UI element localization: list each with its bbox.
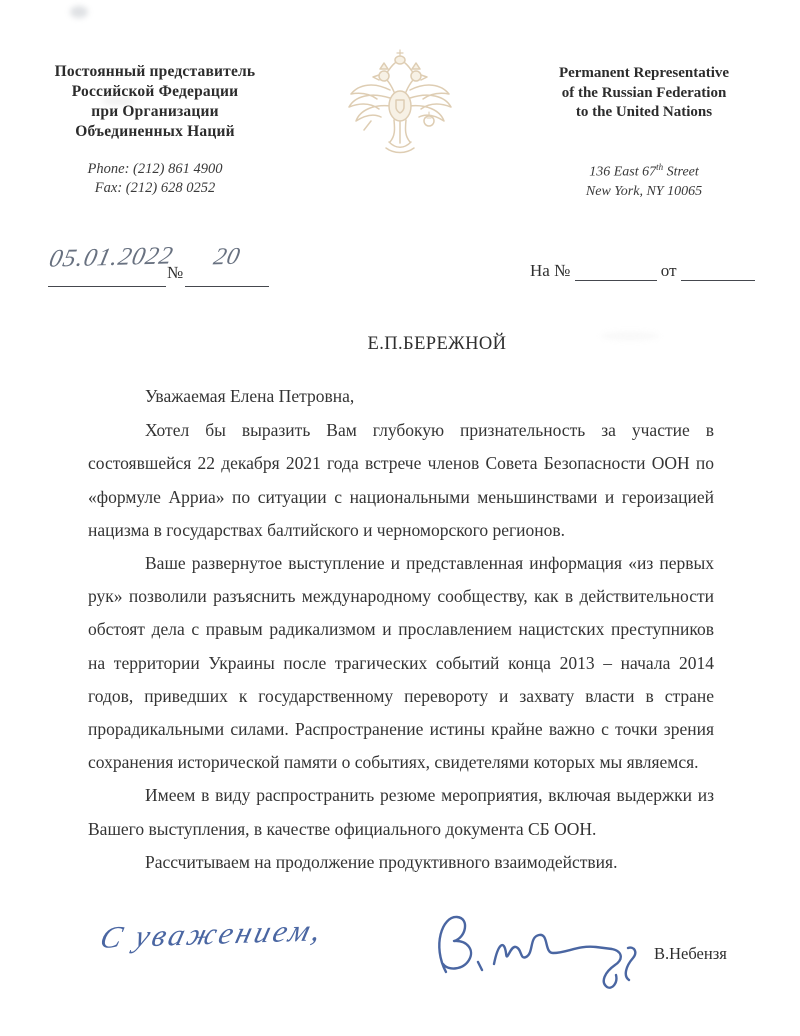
sender-en-line: to the United Nations <box>575 104 713 120</box>
reply-number-blank <box>575 258 657 281</box>
sender-en-line: Permanent Representative <box>558 65 730 81</box>
signature-scrawl-icon <box>412 902 652 994</box>
scan-smudge <box>70 6 88 18</box>
typed-signature-name: В.Небензя <box>654 944 727 963</box>
body-paragraph: Хотел бы выразить Вам глубокую признательность за участие в состоявшейся 22 декабря 2021 года встрече членов Совета Безопасности ООН по «формуле Арриа» по ситуации с национальными меньшинствами и героизацией нацизма в государствах балтийского и черноморского регионов. <box>88 420 714 540</box>
reply-from-label: от <box>660 261 677 280</box>
number-underline <box>185 244 269 287</box>
sender-ru-line: Постоянный представитель <box>54 63 256 80</box>
russian-coat-of-arms-icon <box>338 42 462 166</box>
salutation: Уважаемая Елена Петровна, <box>145 386 355 406</box>
reply-date-blank <box>681 258 755 281</box>
closing-phrase: С уважением, <box>96 912 329 955</box>
sender-title-english <box>518 64 770 123</box>
sender-ru-line: при Организации <box>91 103 219 120</box>
reply-prefix: На № <box>530 261 571 280</box>
sender-title-russian <box>38 62 272 142</box>
body-paragraph: Ваше развернутое выступление и представленная информация «из первых рук» позволили разъяснить международному сообществу, как в действительности обстоят дела с правым радикализмом и прославлением нацистских преступников на территории Украины после трагических событий конца 2013 – начала 2014 годов, приведших к государственному перевороту и захвату власти в стране прорадикальными силами. Распространение истины крайне важно с точки зрения сохранения исторической памяти о событиях, свидетелями которых мы являемся. <box>88 553 714 773</box>
contact-block <box>38 160 272 198</box>
sender-ru-line: Российской Федерации <box>71 83 239 100</box>
phone-line: Phone: (212) 861 4900 <box>87 161 223 177</box>
address-line-1 <box>518 158 770 182</box>
address-block <box>518 158 770 201</box>
reference-date-line <box>48 244 269 290</box>
handwritten-date: 05.01.2022 <box>46 242 177 273</box>
handwritten-number: 20 <box>211 243 244 271</box>
numero-sign: № <box>167 263 184 282</box>
sender-en-line: of the Russian Federation <box>561 84 727 101</box>
address-street-number: 136 East 67 <box>589 164 657 180</box>
sender-ru-line: Объединенных Наций <box>75 123 235 140</box>
handwritten-closing <box>96 912 329 955</box>
letter-body <box>88 380 714 879</box>
fax-line: Fax: (212) 628 0252 <box>94 180 216 196</box>
address-line-2: New York, NY 10065 <box>585 183 703 199</box>
reply-reference-line <box>530 258 755 281</box>
body-paragraph: Имеем в виду распространить резюме мероприятия, включая выдержки из Вашего выступления, в качестве официального документа СБ ООН. <box>88 785 714 839</box>
addressee-name: Е.П.БЕРЕЖНОЙ <box>367 334 507 354</box>
address-street: Street <box>663 164 699 180</box>
address-ordinal: th <box>656 162 664 172</box>
body-paragraph: Рассчитываем на продолжение продуктивного взаимодействия. <box>145 851 618 872</box>
